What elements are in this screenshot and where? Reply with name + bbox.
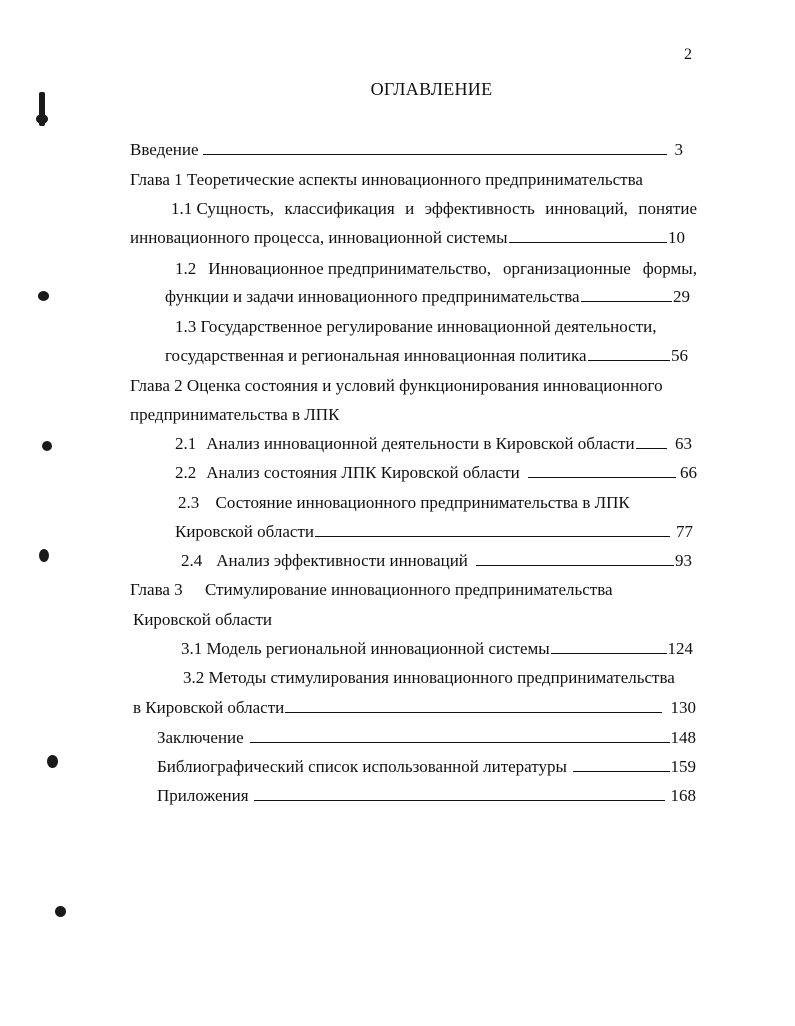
toc-word: 1.1 Сущность,	[171, 199, 275, 218]
toc-section-2-3-line2[interactable]	[175, 522, 693, 542]
page-number: 2	[684, 46, 692, 63]
toc-section-2-4[interactable]	[181, 551, 692, 571]
toc-section-1-1-label: инновационного процесса, инновационной системы	[130, 228, 508, 247]
toc-section-1-2-label: функции и задачи инновационного предпринимательства	[165, 287, 580, 306]
toc-word: Инновационное предпринимательство,	[208, 259, 491, 278]
toc-section-2-4-number: 2.4	[181, 551, 203, 570]
toc-section-2-2-page: 66	[680, 463, 697, 482]
toc-leader	[573, 757, 670, 772]
toc-conclusion[interactable]	[157, 728, 696, 748]
toc-section-1-3-line1[interactable]: 1.3 Государственное регулирование инновационной деятельности,	[175, 317, 657, 336]
toc-appendices-page: 168	[670, 786, 696, 805]
toc-section-3-2-page: 130	[670, 698, 696, 717]
toc-section-2-2-label: Анализ состояния ЛПК Кировской области	[206, 463, 520, 482]
toc-section-3-2-label: в Кировской области	[133, 698, 285, 717]
toc-chapter-3-line1[interactable]	[130, 580, 613, 600]
toc-section-1-1-page: 10	[668, 228, 685, 247]
toc-section-2-1-number: 2.1	[175, 434, 197, 453]
scan-speck	[47, 755, 58, 768]
toc-chapter-3-line2[interactable]: Кировской области	[133, 610, 272, 629]
toc-word: 1.2	[175, 259, 197, 278]
toc-chapter-3-number: Глава 3	[130, 580, 183, 599]
scan-speck	[55, 906, 66, 917]
toc-section-1-2-page: 29	[673, 287, 690, 306]
toc-bibliography-label: Библиографический список использованной литературы	[157, 757, 567, 776]
toc-section-2-4-label: Анализ эффективности инноваций	[216, 551, 468, 570]
toc-section-3-1[interactable]	[181, 639, 693, 659]
toc-section-2-2-number: 2.2	[175, 463, 197, 482]
toc-section-2-1-label: Анализ инновационной деятельности в Кировской области	[206, 434, 635, 453]
toc-leader	[476, 551, 674, 566]
scan-speck	[36, 114, 48, 124]
toc-word: понятие	[638, 199, 697, 218]
toc-section-3-2-line1[interactable]: 3.2 Методы стимулирования инновационного предпринимательства	[183, 668, 675, 687]
toc-intro[interactable]	[130, 140, 683, 160]
toc-leader	[285, 698, 661, 713]
toc-word: эффективность	[424, 199, 535, 218]
toc-appendices[interactable]	[157, 786, 696, 806]
toc-intro-label: Введение	[130, 140, 199, 159]
toc-section-2-1-page: 63	[675, 434, 692, 453]
toc-section-2-4-page: 93	[675, 551, 692, 570]
toc-bibliography-page: 159	[670, 757, 696, 776]
toc-section-1-2-line2[interactable]	[165, 287, 690, 307]
toc-conclusion-page: 148	[670, 728, 696, 747]
toc-section-3-1-page: 124	[667, 639, 693, 658]
toc-leader	[203, 140, 667, 155]
toc-word: организационные	[502, 259, 631, 278]
toc-leader	[315, 522, 670, 537]
toc-leader	[636, 434, 667, 449]
toc-chapter-2-line1[interactable]: Глава 2 Оценка состояния и условий функционирования инновационного	[130, 376, 663, 395]
toc-word: и	[405, 199, 415, 218]
toc-section-1-3-page: 56	[671, 346, 688, 365]
toc-section-2-3-label-cont: Кировской области	[175, 522, 314, 541]
toc-appendices-label: Приложения	[157, 786, 249, 805]
toc-section-1-2-line1[interactable]	[175, 259, 697, 279]
toc-chapter-3-label: Стимулирование инновационного предпринимательства	[204, 580, 613, 599]
toc-section-2-3-page: 77	[676, 522, 693, 541]
toc-leader	[528, 463, 676, 478]
toc-section-2-3-number: 2.3	[178, 493, 200, 512]
toc-word: инноваций,	[545, 199, 628, 218]
toc-leader	[588, 346, 670, 361]
toc-leader	[551, 639, 667, 654]
scan-speck	[39, 549, 49, 562]
toc-section-3-2-line2[interactable]	[133, 698, 696, 718]
toc-section-1-1-line2[interactable]	[130, 228, 685, 248]
toc-word: классификация	[284, 199, 395, 218]
toc-leader	[509, 228, 667, 243]
toc-section-2-3-label: Состояние инновационного предпринимательства в ЛПК	[215, 493, 630, 512]
toc-leader	[581, 287, 672, 302]
toc-section-2-3-line1[interactable]	[178, 493, 630, 513]
toc-section-1-1-line1[interactable]	[171, 199, 697, 219]
toc-section-1-3-label: государственная и региональная инновационная политика	[165, 346, 587, 365]
toc-section-1-3-line2[interactable]	[165, 346, 688, 366]
toc-leader	[254, 786, 665, 801]
toc-conclusion-label: Заключение	[157, 728, 244, 747]
toc-chapter-2-line2[interactable]: предпринимательства в ЛПК	[130, 405, 340, 424]
toc-intro-page: 3	[674, 140, 683, 159]
page-title: ОГЛАВЛЕНИЕ	[370, 79, 493, 99]
toc-section-2-1[interactable]	[175, 434, 692, 454]
toc-bibliography[interactable]	[157, 757, 696, 777]
toc-section-2-2[interactable]	[175, 463, 697, 483]
toc-section-3-1-label: 3.1 Модель региональной инновационной системы	[181, 639, 550, 658]
toc-chapter-1-title[interactable]: Глава 1 Теоретические аспекты инновационного предпринимательства	[130, 170, 643, 189]
scan-speck	[38, 291, 49, 301]
toc-leader	[250, 728, 670, 743]
toc-word: формы,	[642, 259, 697, 278]
scan-speck	[42, 441, 52, 451]
